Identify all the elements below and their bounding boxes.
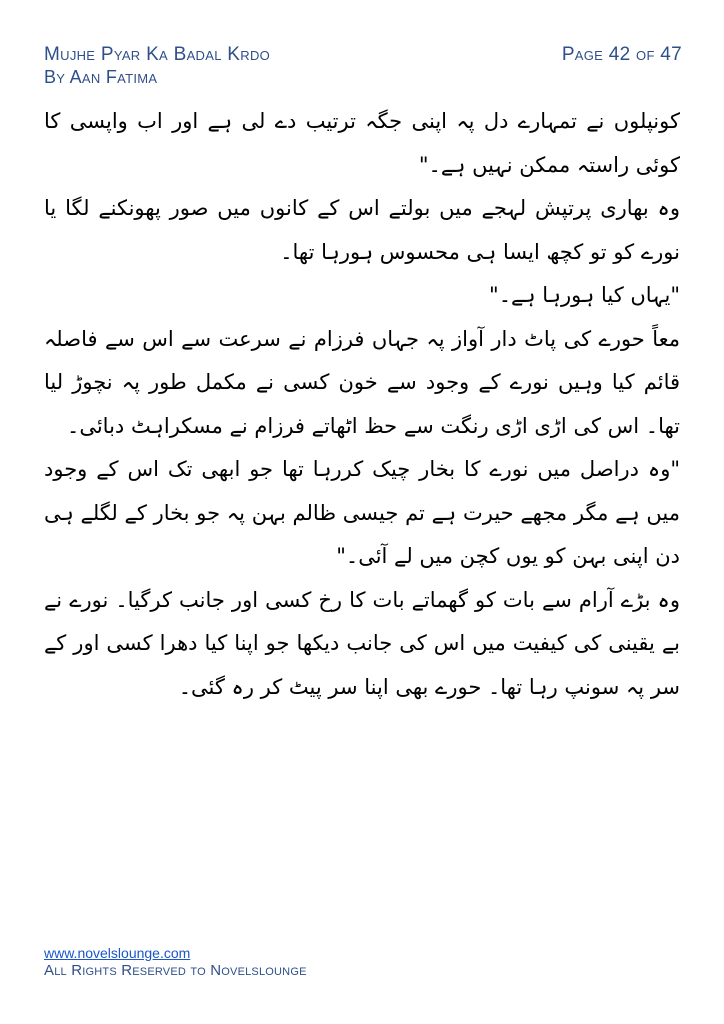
novel-title: Mujhe Pyar Ka Badal Krdo <box>44 44 271 65</box>
paragraph: وہ بڑے آرام سے بات کو گھماتے بات کا رخ کسی اور جانب کرگیا۔ نورے نے بے یقینی کی کیفیت میں اس کی جانب دیکھا جو اپنا کیا دھرا کسی اور کے سر پہ سونپ رہا تھا۔ حورے بھی اپنا سر پیٹ کر رہ گئی۔ <box>44 587 680 699</box>
story-body <box>44 100 680 709</box>
rights-notice: All Rights Reserved to Novelslounge <box>44 962 307 979</box>
paragraph: وہ بھاری پرتپش لہجے میں بولتے اس کے کانوں میں صور پھونکنے لگا یا نورے کو تو کچھ ایسا ہی محسوس ہورہا تھا۔ <box>44 196 680 264</box>
paragraph: کونپلوں نے تمہارے دل پہ اپنی جگہ ترتیب دے لی ہے اور اب واپسی کا کوئی راستہ ممکن نہیں ہے۔" <box>44 109 680 177</box>
page-number: Page 42 of 47 <box>561 44 682 65</box>
paragraph: معاً حورے کی پاٹ دار آواز پہ جہاں فرزام نے سرعت سے اس سے فاصلہ قائم کیا وہیں نورے کے وجود سے خون کسی نے مکمل طور پہ نچوڑ لیا تھا۔ اس کی اڑی اڑی رنگت سے حظ اٹھاتے فرزام نے مسکراہٹ دبائی۔ <box>44 326 680 438</box>
author-line: By Aan Fatima <box>44 67 158 87</box>
document-header <box>44 44 270 88</box>
website-link[interactable]: www.novelslounge.com <box>44 945 191 961</box>
paragraph: "وہ دراصل میں نورے کا بخار چیک کررہا تھا جو ابھی تک اس کے وجود میں ہے مگر مجھے حیرت ہے تم جیسی ظالم بہن پہ جو بخار کے لگلے ہی دن اپنی بہن کو یوں کچن میں لے آئی۔" <box>44 457 680 568</box>
document-footer <box>44 944 307 980</box>
paragraph: "یہاں کیا ہورہا ہے۔" <box>489 283 680 307</box>
